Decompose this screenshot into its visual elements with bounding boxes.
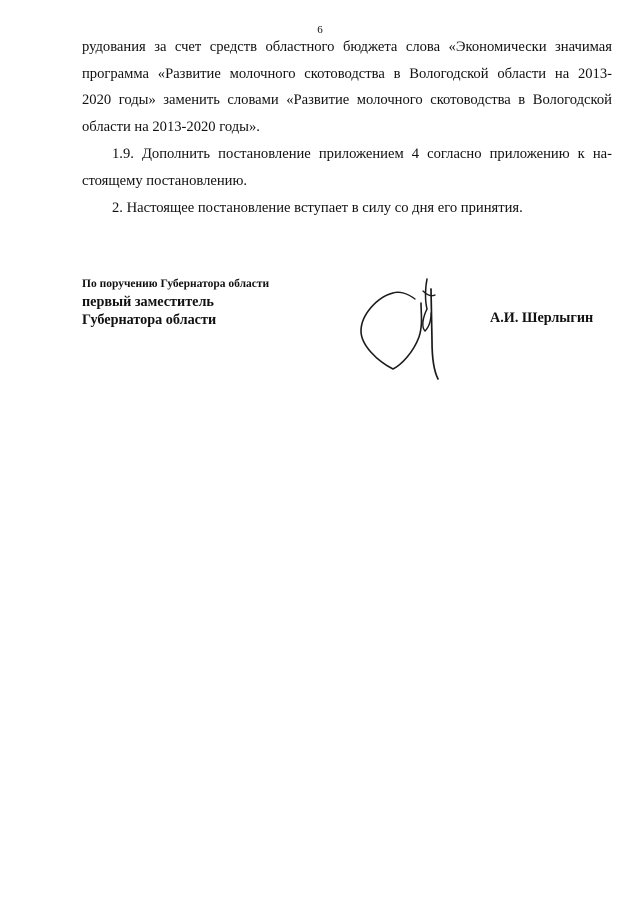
text-line: стоящему постановлению. bbox=[82, 172, 248, 189]
signature-title-block bbox=[82, 276, 269, 329]
text-line: 2020 годы» заменить словами «Развитие молочного скотоводства в Вологодской bbox=[82, 92, 612, 108]
signature-title-line: первый заместитель bbox=[82, 294, 214, 310]
handwritten-signature bbox=[355, 275, 450, 383]
signature-title-line: По поручению Губернатора области bbox=[82, 278, 270, 290]
text-line: рудования за счет средств областного бюджета слова «Экономически значимая bbox=[82, 39, 612, 55]
text-line: программа «Развитие молочного скотоводства в Вологодской области на 2013- bbox=[82, 65, 612, 82]
page-number: 6 bbox=[317, 24, 323, 36]
signature-title-line: Губернатора области bbox=[82, 312, 217, 328]
text-line: 1.9. Дополнить постановление приложением 4 согласно приложению к на- bbox=[112, 146, 612, 162]
paragraph-item-2 bbox=[82, 195, 612, 222]
signer-name: А.И. Шерлыгин bbox=[490, 310, 594, 326]
paragraph-item-1-9 bbox=[82, 141, 612, 194]
text-line: 2. Настоящее постановление вступает в силу со дня его принятия. bbox=[112, 200, 523, 216]
text-line: области на 2013-2020 годы». bbox=[82, 118, 260, 135]
paragraph-continuation bbox=[82, 34, 612, 140]
